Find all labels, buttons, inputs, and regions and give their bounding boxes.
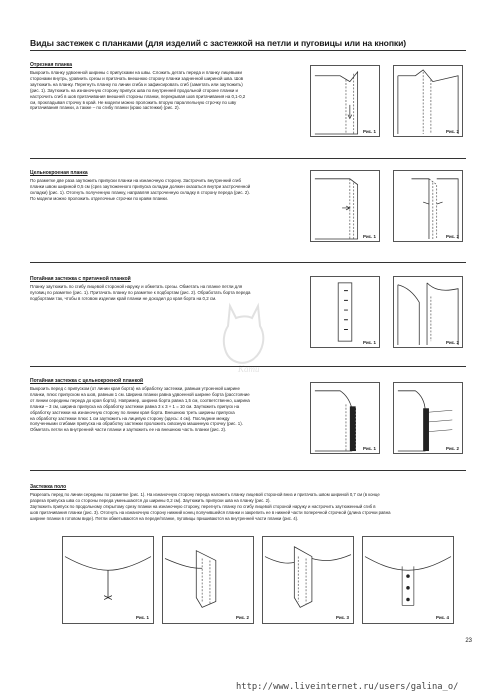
text-line: сторонами внутрь, уравнить срезы и притачать внешнюю сторону планки задненной шириной шва. Шов	[30, 75, 244, 81]
figure-2-1	[310, 170, 380, 242]
figure-caption: Рис. 3	[336, 615, 349, 620]
text-line: Заутюжить припуск по продольному открытому срезу планки на изнаночную сторону, перегнуть планку по сгибу лицевой стороной наружу и настрочить заутюженный сгиб в	[30, 503, 376, 509]
placket-diagram-icon	[311, 66, 379, 136]
figure-4-1	[310, 382, 380, 454]
polo-placket-icon	[263, 537, 353, 623]
figure-caption: Рис. 1	[363, 234, 376, 239]
concealed-placket-icon	[394, 383, 462, 453]
figure-3-1	[310, 276, 380, 348]
text-line: пуговиц по разметке (рис. 1). Притачать планку по разметке к подбортам (рис. 2). Обработать борта переда	[30, 289, 251, 295]
polo-buttons-icon	[363, 537, 453, 623]
facing-diagram-icon	[394, 277, 462, 347]
fold-diagram-icon	[394, 171, 462, 241]
figure-caption: Рис. 1	[363, 129, 376, 134]
text-line: шов притачивания планки (рис. 3). Отогнуть на изнаночную сторону нижний конец получившейся планки и закрепить ее в нижней части поперечной строчкой (длина строчки равна	[30, 509, 391, 515]
concealed-placket-icon	[311, 383, 379, 453]
figure-5-1	[62, 536, 154, 624]
text-line: Выкроить планку удвоенной ширины с припусками на швы. Сложить детать переда и планку лицевыми	[30, 70, 242, 75]
section-body-5	[30, 492, 466, 522]
figure-5-4	[362, 536, 454, 624]
footer-url[interactable]: http://www.liveinternet.ru/users/galina_o/	[236, 682, 459, 692]
text-line: Планку заутюжить по сгибу лицевой стороной наружу и обметать срезы. Обметать на планке петли для	[30, 284, 243, 289]
watermark-text: Кати	[238, 364, 260, 374]
text-line: планки – 3 см, ширина припуска на обработку застежки равна 3 х 3 + 1 = 10 см. Заутюжить припуск на	[30, 403, 240, 409]
figure-2-2	[393, 170, 463, 242]
text-line: Разрезать перед по линии середины по разметке (рис. 1). На изнаночную сторону переда наложить планку лицевой стороной вниз и притачать швом шириной 0,7 см (в конце	[30, 492, 380, 497]
fold-diagram-icon	[311, 171, 379, 241]
placket-diagram-icon	[394, 66, 462, 136]
figure-1-1	[310, 65, 380, 137]
title-rule	[30, 50, 466, 51]
figure-5-2	[162, 536, 254, 624]
text-line: заутюжить на планку. Перегнуть планку по линии сгиба и зафиксировать сгиб (заметать или заутюжить)	[30, 81, 243, 87]
text-line: обработку застежки на изнаночную сторону по линии края борта. Внешнюю треть ширины припуска	[30, 409, 235, 415]
text-line: ширине планки в готовом виде). Петли обметываются на переде/планке, пуговицы пришиваются на внутренней части планки (рис. 4).	[30, 515, 299, 521]
section-title-2: Цельнокроеная планка	[30, 170, 88, 176]
section-body-2	[30, 178, 302, 202]
section-title-1: Отрезная планка	[30, 62, 73, 68]
figure-1-2	[393, 65, 463, 137]
section-title-3: Потайная застежка с притачной планкой	[30, 276, 131, 282]
text-line: Выкроить перед с припуском (от линии края борта) на обработку застежки, равным утроенной ширине	[30, 386, 240, 391]
polo-cut-icon	[63, 537, 153, 623]
figure-3-2	[393, 276, 463, 348]
cat-logo-icon	[212, 296, 272, 376]
figure-4-2	[393, 382, 463, 454]
text-line: Обметать петли на внутренней части планки и заутюжить ее на внешнюю часть планки (рис. 2).	[30, 427, 227, 433]
figure-caption: Рис. 2	[446, 340, 459, 345]
section-title-4: Потайная застежка с цельнокроеной планкой	[30, 378, 144, 384]
text-line: см, прокладывая строчку в край. Не модели можно проложить вторую параллельную строчку по шву	[30, 99, 237, 105]
text-line: По модели можно проложить отделочные строчки по краям планки.	[30, 195, 169, 201]
text-line: притачивания планки, а также – по сгибу планки (краю застежки) (рис. 2).	[30, 105, 180, 111]
text-line: разреза припуска шва со стороны переда уменьшаются до ширины 0,2 см). Заутюжить припуски шва на планку (рис. 2).	[30, 497, 271, 503]
section-body-1	[30, 70, 302, 111]
section-divider	[30, 158, 466, 159]
figure-caption: Рис. 1	[363, 446, 376, 451]
buttonhole-placket-icon	[311, 277, 379, 347]
page-title: Виды застежек с планками (для изделий с застежкой на петли и пуговицы или на кнопки)	[30, 38, 407, 48]
cat-watermark	[212, 296, 272, 376]
text-line: (рис. 1). Заутюжить на изнаночную сторону припуск шва по внутренней продольной стороне планки и	[30, 87, 238, 93]
figure-caption: Рис. 2	[446, 234, 459, 239]
text-line: настрочить сгиб в шов притачивания внешней стороны планки, перекрывая шов притачивания на 0,1-0,2	[30, 93, 246, 99]
text-line: на обработку застежки плюс 1 см заутюжить на лицевую сторону (здесь: 4 см). Последние между	[30, 415, 230, 421]
figure-caption: Рис. 1	[363, 340, 376, 345]
figure-caption: Рис. 2	[446, 129, 459, 134]
figure-caption: Рис. 2	[236, 615, 249, 620]
text-line: планки швом шириной 0,5 см (срез заутюженного припуска складки должен оказаться внутри застроченной	[30, 183, 251, 189]
text-line: По разметке две раза заутюжить припуски планки на изнаночную сторону. Застрочить внутренний сгиб	[30, 178, 242, 183]
section-title-5: Застежка поло	[30, 484, 67, 490]
page-number: 23	[465, 638, 472, 644]
text-line: планки, плюс припуском на шов, равным 1 см. Ширина планки равна удвоенной ширине борта (расстояние	[30, 391, 250, 397]
section-divider	[30, 470, 466, 471]
figure-caption: Рис. 4	[436, 615, 449, 620]
figure-caption: Рис. 2	[446, 446, 459, 451]
figure-caption: Рис. 1	[136, 615, 149, 620]
text-line: складки) (рис. 1). Отогнуть полученную планку, направляя застроченную складку в сторону переда (рис. 2).	[30, 189, 250, 195]
text-line: от линии середины переда до края борта). Например, ширина борта равна 1,5 см, соответственно, ширина	[30, 397, 250, 403]
section-divider	[30, 262, 466, 263]
text-line: полученными сгибами припуска на обработку застежки проложить сквозную машинную строчку (рис. 1).	[30, 421, 243, 427]
polo-placket-icon	[163, 537, 253, 623]
section-body-4	[30, 386, 302, 433]
text-line: подбортами так, чтобы в готовом изделии край планки не доходил до края борта на 0,2 см.	[30, 295, 217, 301]
figure-5-3	[262, 536, 354, 624]
